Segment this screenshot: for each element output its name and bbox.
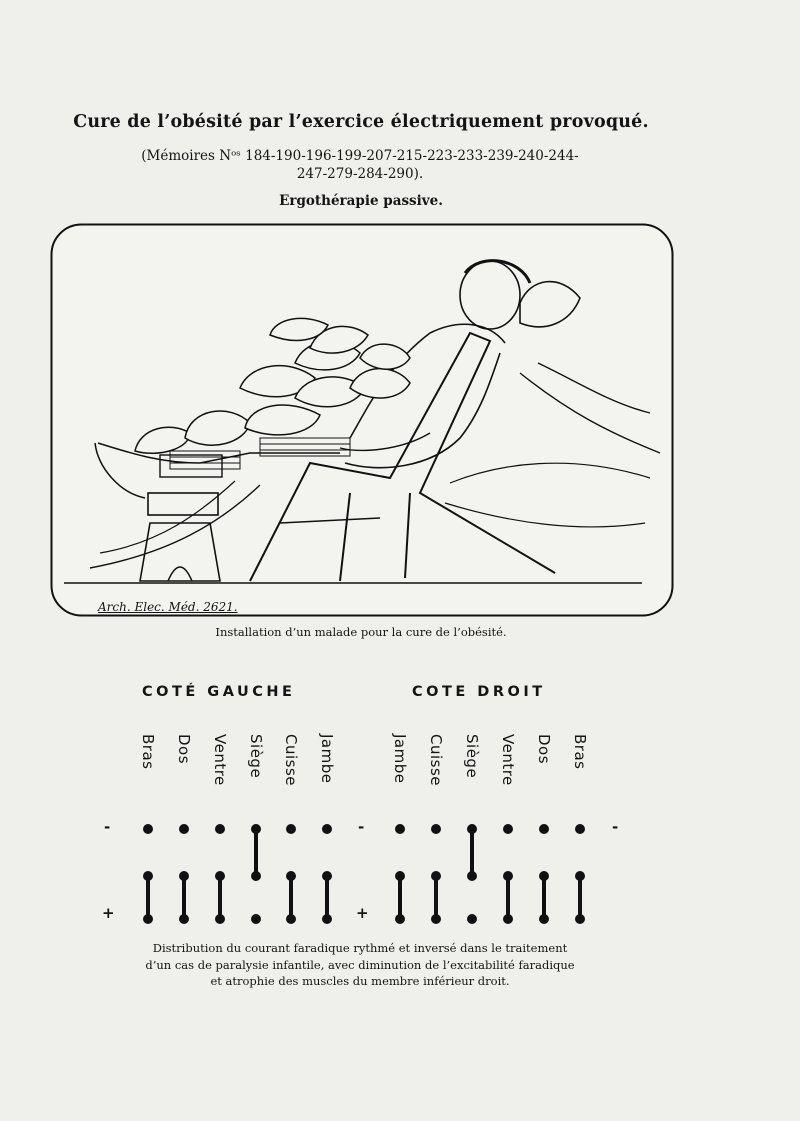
diagram-caption-line-2: d’un cas de paralysie infantile, avec diminution de l’excitabilité faradique [145, 957, 575, 972]
left-label-bras: Bras [139, 734, 157, 770]
left-label-siège: Siège [247, 734, 265, 779]
plus-sign-middle: + [356, 904, 369, 922]
minus-sign-middle: - [358, 818, 365, 836]
electrode-dot [503, 824, 513, 834]
electrode-dot [467, 871, 477, 881]
page-title: Cure de l’obésité par l’exercice électriquement provoqué. [73, 112, 649, 132]
minus-sign-left: - [104, 818, 111, 836]
page-subtitle: Ergothérapie passive. [279, 193, 443, 209]
left-label-cuisse: Cuisse [282, 734, 300, 787]
left-label-ventre: Ventre [211, 734, 229, 786]
left-label-dos: Dos [175, 734, 193, 765]
right-label-siège: Siège [463, 734, 481, 779]
illustration-caption: Installation d’un malade pour la cure de l’obésité. [215, 625, 507, 639]
right-side-title: COTE DROIT [412, 684, 546, 700]
diagram-caption [120, 940, 600, 990]
diagram-caption-line-3: et atrophie des muscles du membre inférieur droit. [210, 974, 510, 988]
minus-sign-right: - [612, 818, 619, 836]
right-label-cuisse: Cuisse [427, 734, 445, 787]
electrode-dot [395, 824, 405, 834]
electrode-dot [322, 824, 332, 834]
diagram-caption-line-1: Distribution du courant faradique rythmé et inversé dans le traitement [152, 941, 568, 955]
illustration-signature: Arch. Elec. Méd. 2621. [98, 600, 238, 614]
electrode-dot [251, 914, 261, 924]
memoires-line-1: (Mémoires Nᵒˢ 184-190-196-199-207-215-223-233-239-240-244- [141, 148, 579, 164]
electrode-dot [143, 824, 153, 834]
electrode-dot [251, 871, 261, 881]
left-side-title: COTÉ GAUCHE [142, 684, 296, 700]
electrode-dot [431, 824, 441, 834]
electrode-dot [575, 824, 585, 834]
electrode-dot [539, 824, 549, 834]
right-label-jambe: Jambe [391, 734, 409, 784]
electrode-dot [179, 824, 189, 834]
plus-sign-left: + [102, 904, 115, 922]
memoires-line-2: 247-279-284-290). [296, 166, 424, 182]
right-label-dos: Dos [535, 734, 553, 765]
electrode-dot [286, 824, 296, 834]
right-label-ventre: Ventre [499, 734, 517, 786]
electrode-dot [215, 824, 225, 834]
right-label-bras: Bras [571, 734, 589, 770]
left-label-jambe: Jambe [318, 734, 336, 784]
electrode-dot [467, 914, 477, 924]
